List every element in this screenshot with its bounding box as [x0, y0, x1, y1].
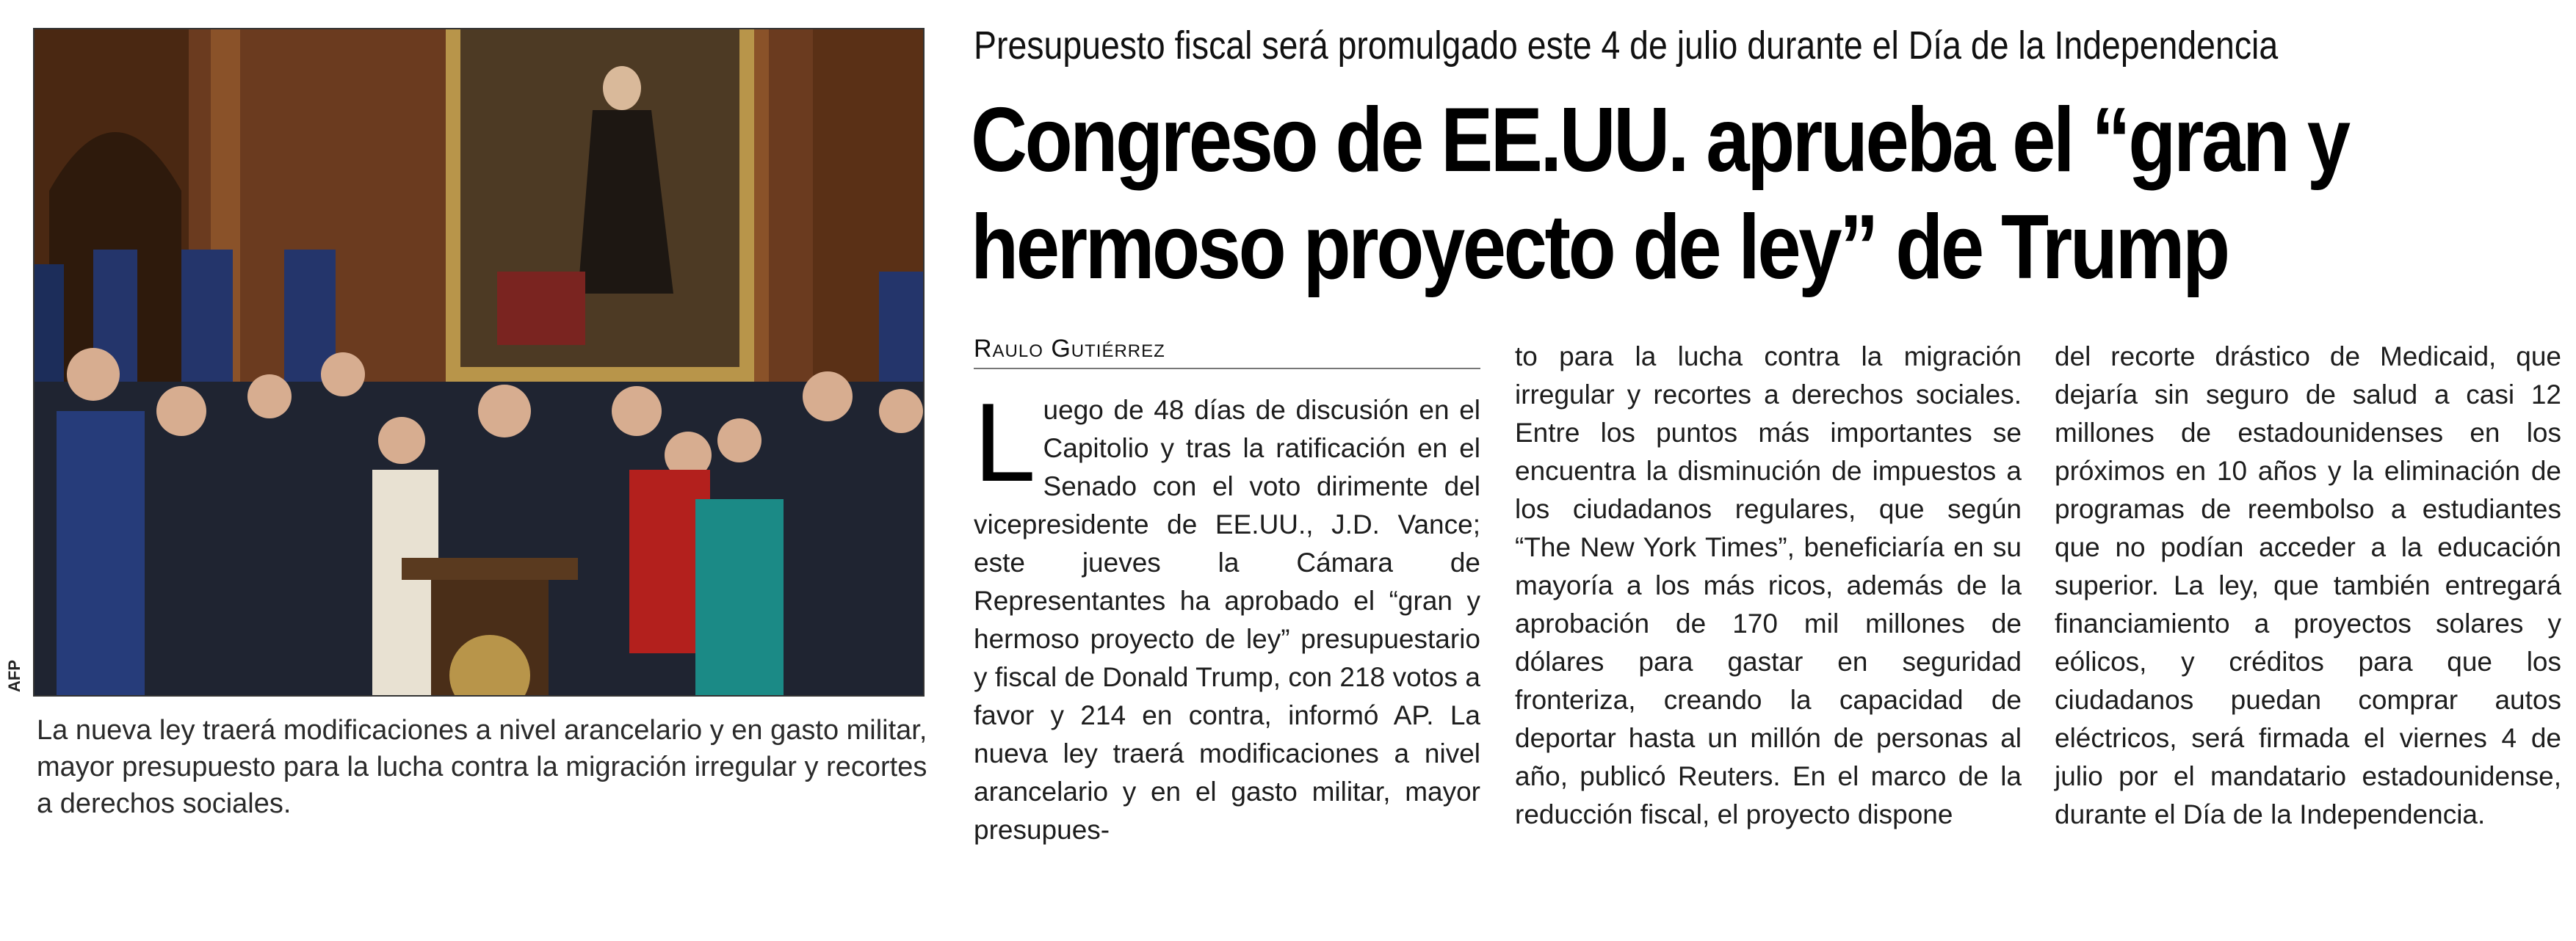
- column-3-text: del recorte drástico de Medicaid, que dejaría sin seguro de salud a casi 12 millones de estadounidenses en los próximos en 10 años y la eliminación de programas de reembolso a estudiantes que no podían acceder a la educación superior. La ley, que también entregará financiamiento a proyectos solares y eólicos, y créditos para que los ciudadanos puedan comprar autos eléctricos, será firmada el viernes 4 de julio por el mandatario estadounidense, durante el Día de la Independencia.: [2055, 341, 2561, 829]
- column-1-text: uego de 48 días de discusión en el Capitolio y tras la ratificación en el Senado con el voto dirimente del vicepresidente de EE.UU., J.D. Vance; este jueves la Cámara de Representantes ha aprobado el “gran y hermoso proyecto de ley” presupuestario y fiscal de Donald Trump, con 218 votos a favor y 214 en contra, informó AP. La nueva ley traerá modificaciones a nivel arancelario y en el gasto militar, mayor presupues-: [974, 395, 1480, 845]
- article-photo: [33, 28, 925, 697]
- column-2-text: to para la lucha contra la migración irregular y recortes a derechos sociales. Entre los puntos más importantes se encuentra la disminución de impuestos a los ciudadanos regulares, que según “The New York Times”, beneficiaría en su mayoría a los más ricos, además de la aprobación de 170 mil millones de dólares para gastar en seguridad fronteriza, creando la capacidad de deportar hasta un millón de personas al año, publicó Reuters. En el marco de la reducción fiscal, el proyecto dispone: [1515, 341, 2022, 829]
- byline: Raulo Gutiérrez: [974, 335, 1480, 369]
- photo-credit: AFP: [5, 660, 23, 692]
- photo-illustration: [35, 29, 923, 695]
- article-column-2: [1515, 338, 2022, 834]
- kicker: Presupuesto fiscal será promulgado este 4 de julio durante el Día de la Independencia: [974, 23, 2279, 68]
- photo-caption: La nueva ley traerá modificaciones a nivel arancelario y en gasto militar, mayor presupuesto para la lucha contra la migración irregular y recortes a derechos sociales.: [37, 715, 927, 819]
- drop-cap: L: [974, 380, 1036, 505]
- article-column-3: [2055, 338, 2561, 834]
- article-column-1: [974, 380, 1480, 849]
- headline: Congreso de EE.UU. aprueba el “gran y hermoso proyecto de ley” de Trump: [971, 90, 2348, 298]
